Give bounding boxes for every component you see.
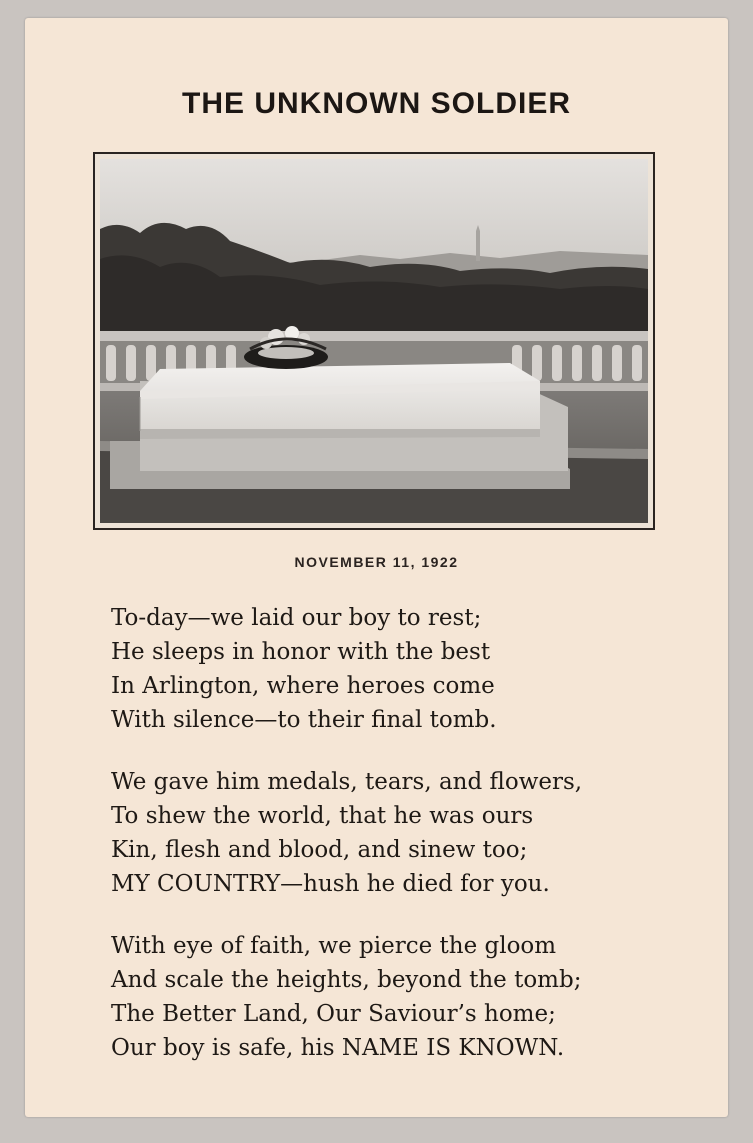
poem-stanza-1 [111, 601, 711, 737]
poem [111, 601, 711, 1093]
poem-line: We gave him medals, tears, and flowers, [111, 769, 583, 795]
poem-stanza-3 [111, 929, 711, 1065]
poem-line: MY COUNTRY—hush he died for you. [111, 871, 550, 897]
photo-date-caption: NOVEMBER 11, 1922 [294, 554, 459, 570]
poem-line: To-day—we laid our boy to rest; [111, 605, 482, 631]
tomb-photo [93, 152, 655, 530]
page-title: THE UNKNOWN SOLDIER [182, 87, 571, 120]
poem-stanza-2 [111, 765, 711, 901]
poem-line: And scale the heights, beyond the tomb; [111, 967, 582, 993]
poem-line: With silence—to their final tomb. [111, 707, 497, 733]
tomb-photo-image [100, 159, 648, 523]
poem-line: He sleeps in honor with the best [111, 639, 491, 665]
poem-line: Our boy is safe, his NAME IS KNOWN. [111, 1035, 565, 1061]
poem-line: With eye of faith, we pierce the gloom [111, 933, 557, 959]
poem-line: The Better Land, Our Saviour’s home; [111, 1001, 556, 1027]
poem-line: Kin, flesh and blood, and sinew too; [111, 837, 528, 863]
poem-line: In Arlington, where heroes come [111, 673, 495, 699]
poem-line: To shew the world, that he was ours [111, 803, 534, 829]
